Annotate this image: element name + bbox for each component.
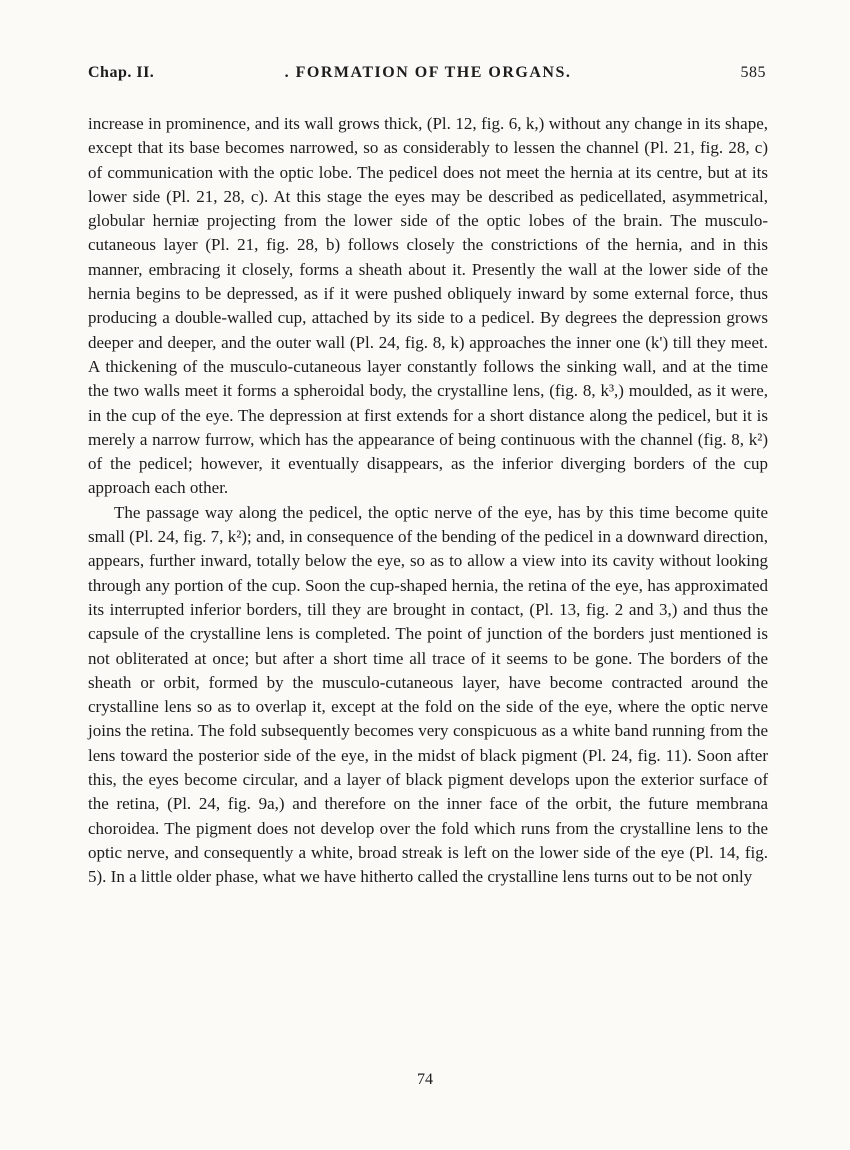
- paragraph: The passage way along the pedicel, the optic nerve of the eye, has by this time become quite small (Pl. 24, fig. 7, k²); and, in consequence of the bending of the pedicel in a downward direction, appears, further inward, totally below the eye, so as to allow a view into its cavity without looking through any portion of the cup. Soon the cup-shaped hernia, the retina of the eye, has approximated its interrupted inferior borders, till they are brought in contact, (Pl. 13, fig. 2 and 3,) and thus the capsule of the crystalline lens is completed. The point of junction of the borders just mentioned is not obliterated at once; but after a short time all trace of it seems to be gone. The borders of the sheath or orbit, formed by the musculo-cutaneous layer, have become contracted around the crystalline lens so as to overlap it, except at the fold on the side of the eye, where the optic nerve joins the retina. The fold subsequently becomes very conspicuous as a white band running from the lens toward the posterior side of the eye, in the midst of black pigment (Pl. 24, fig. 11). Soon after this, the eyes become circular, and a layer of black pigment develops upon the exterior surface of the retina, (Pl. 24, fig. 9a,) and therefore on the inner face of the orbit, the future membrana choroidea. The pigment does not develop over the fold which runs from the crystalline lens to the optic nerve, and consequently a white, broad streak is left on the lower side of the eye (Pl. 14, fig. 5). In a little older phase, what we have hitherto called the crystalline lens turns out to be not only: [88, 502, 768, 887]
- page-number: 585: [740, 64, 766, 81]
- running-header: [88, 64, 768, 88]
- body-text: [88, 112, 768, 890]
- signature-mark: 74: [417, 1071, 433, 1088]
- chapter-label: Chap. II.: [88, 64, 155, 81]
- running-title: . FORMATION OF THE ORGANS.: [284, 64, 572, 81]
- paragraph-continuation: increase in prominence, and its wall grows thick, (Pl. 12, fig. 6, k,) without any change in its shape, except that its base becomes narrowed, so as considerably to lessen the channel (Pl. 21, fig. 28, c) of communication with the optic lobe. The pedicel does not meet the hernia at its centre, but at its lower side (Pl. 21, 28, c). At this stage the eyes may be described as pedicellated, asymmetrical, globular herniæ projecting from the lower side of the optic lobes of the brain. The musculo-cutaneous layer (Pl. 21, fig. 28, b) follows closely the constrictions of the hernia, and in this manner, embracing it closely, forms a sheath about it. Presently the wall at the lower side of the hernia begins to be depressed, as if it were pushed obliquely inward by some external force, thus producing a double-walled cup, attached by its side to a pedicel. By degrees the depression grows deeper and deeper, and the outer wall (Pl. 24, fig. 8, k) approaches the inner one (k') till they meet. A thickening of the musculo-cutaneous layer constantly follows the sinking wall, and at the time the two walls meet it forms a spheroidal body, the crystalline lens, (fig. 8, k³,) moulded, as it were, in the cup of the eye. The depression at first extends for a short distance along the pedicel, but it is merely a narrow furrow, which has the appearance of being continuous with the channel (fig. 8, k²) of the pedicel; however, it eventually disappears, as the inferior diverging borders of the cup approach each other.: [88, 114, 768, 498]
